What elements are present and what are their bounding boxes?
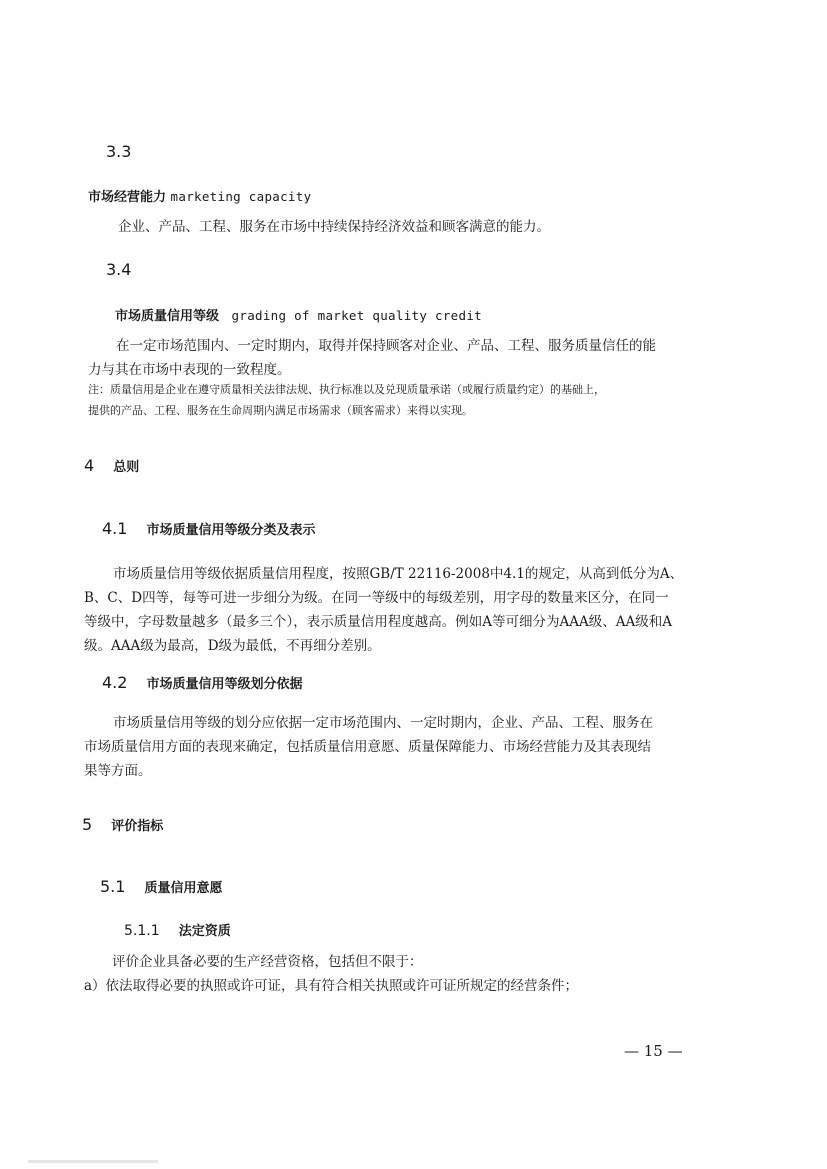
body-line: 级。AAA级为最高，D级为最低，不再细分差别。 xyxy=(84,638,381,654)
term-en: grading of market quality credit xyxy=(231,308,482,323)
section-number-3-4: 3.4 xyxy=(106,260,132,279)
note-3-4 xyxy=(88,379,605,421)
body-line: 等级中，字母数量越多（最多三个），表示质量信用程度越高。例如A等可细分为AAA级、AA级和A xyxy=(84,614,672,630)
body-5-1-1 xyxy=(84,950,578,998)
note-line: 提供的产品、工程、服务在生命周期内满足市场需求（顾客需求）来得以实现。 xyxy=(88,404,473,417)
section-title: 市场质量信用等级划分依据 xyxy=(146,677,303,692)
section-heading-4-1 xyxy=(102,519,316,538)
term-heading-3-3 xyxy=(88,186,311,205)
section-heading-5-1-1 xyxy=(124,920,231,939)
note-line: 注：质量信用是企业在遵守质量相关法律法规、执行标准以及兑现质量承诺（或履行质量约定）的基础上， xyxy=(88,383,605,396)
scan-edge-mark xyxy=(28,1160,158,1163)
term-en: marketing capacity xyxy=(170,189,312,204)
body-4-2 xyxy=(84,711,653,783)
body-line: 评价企业具备必要的生产经营资格，包括但不限于： xyxy=(112,954,423,970)
body-4-1 xyxy=(84,562,683,658)
section-heading-4 xyxy=(84,456,139,475)
section-heading-4-2 xyxy=(102,673,303,692)
definition-line: 力与其在市场中表现的一致程度。 xyxy=(88,362,291,378)
section-title: 法定资质 xyxy=(178,924,231,939)
body-line: 果等方面。 xyxy=(84,763,152,779)
term-cn: 市场质量信用等级 xyxy=(115,309,220,324)
definition-3-3: 企业、产品、工程、服务在市场中持续保持经济效益和顾客满意的能力。 xyxy=(118,219,550,235)
definition-3-4 xyxy=(88,334,656,382)
section-number: 5.1.1 xyxy=(124,923,160,939)
section-title: 评价指标 xyxy=(111,819,164,834)
section-number: 5 xyxy=(82,815,93,834)
section-number-3-3: 3.3 xyxy=(106,142,132,161)
section-number: 4.2 xyxy=(102,673,128,692)
section-number: 5.1 xyxy=(100,877,126,896)
section-number: 4.1 xyxy=(102,519,128,538)
section-heading-5 xyxy=(82,815,163,834)
section-heading-5-1 xyxy=(100,877,223,896)
body-line: 市场质量信用方面的表现来确定，包括质量信用意愿、质量保障能力、市场经营能力及其表现结 xyxy=(84,739,651,755)
section-title: 质量信用意愿 xyxy=(144,881,223,896)
section-number: 4 xyxy=(84,456,95,475)
body-line: a）依法取得必要的执照或许可证，具有符合相关执照或许可证所规定的经营条件； xyxy=(84,978,579,994)
body-line: 市场质量信用等级的划分应依据一定市场范围内、一定时期内，企业、产品、工程、服务在 xyxy=(113,715,653,731)
section-title: 总则 xyxy=(113,460,140,475)
body-line: B、C、D四等，每等可进一步细分为级。在同一等级中的每级差别，用字母的数量来区分，在同一 xyxy=(84,590,669,606)
term-heading-3-4 xyxy=(115,305,482,324)
definition-line: 在一定市场范围内、一定时期内，取得并保持顾客对企业、产品、工程、服务质量信任的能 xyxy=(116,338,656,354)
body-line: 市场质量信用等级依据质量信用程度，按照GB/T 22116-2008中4.1的规定，从高到低分为A、 xyxy=(113,566,684,582)
term-cn: 市场经营能力 xyxy=(88,190,167,205)
section-title: 市场质量信用等级分类及表示 xyxy=(146,523,316,538)
page-number: — 15 — xyxy=(624,1042,683,1060)
